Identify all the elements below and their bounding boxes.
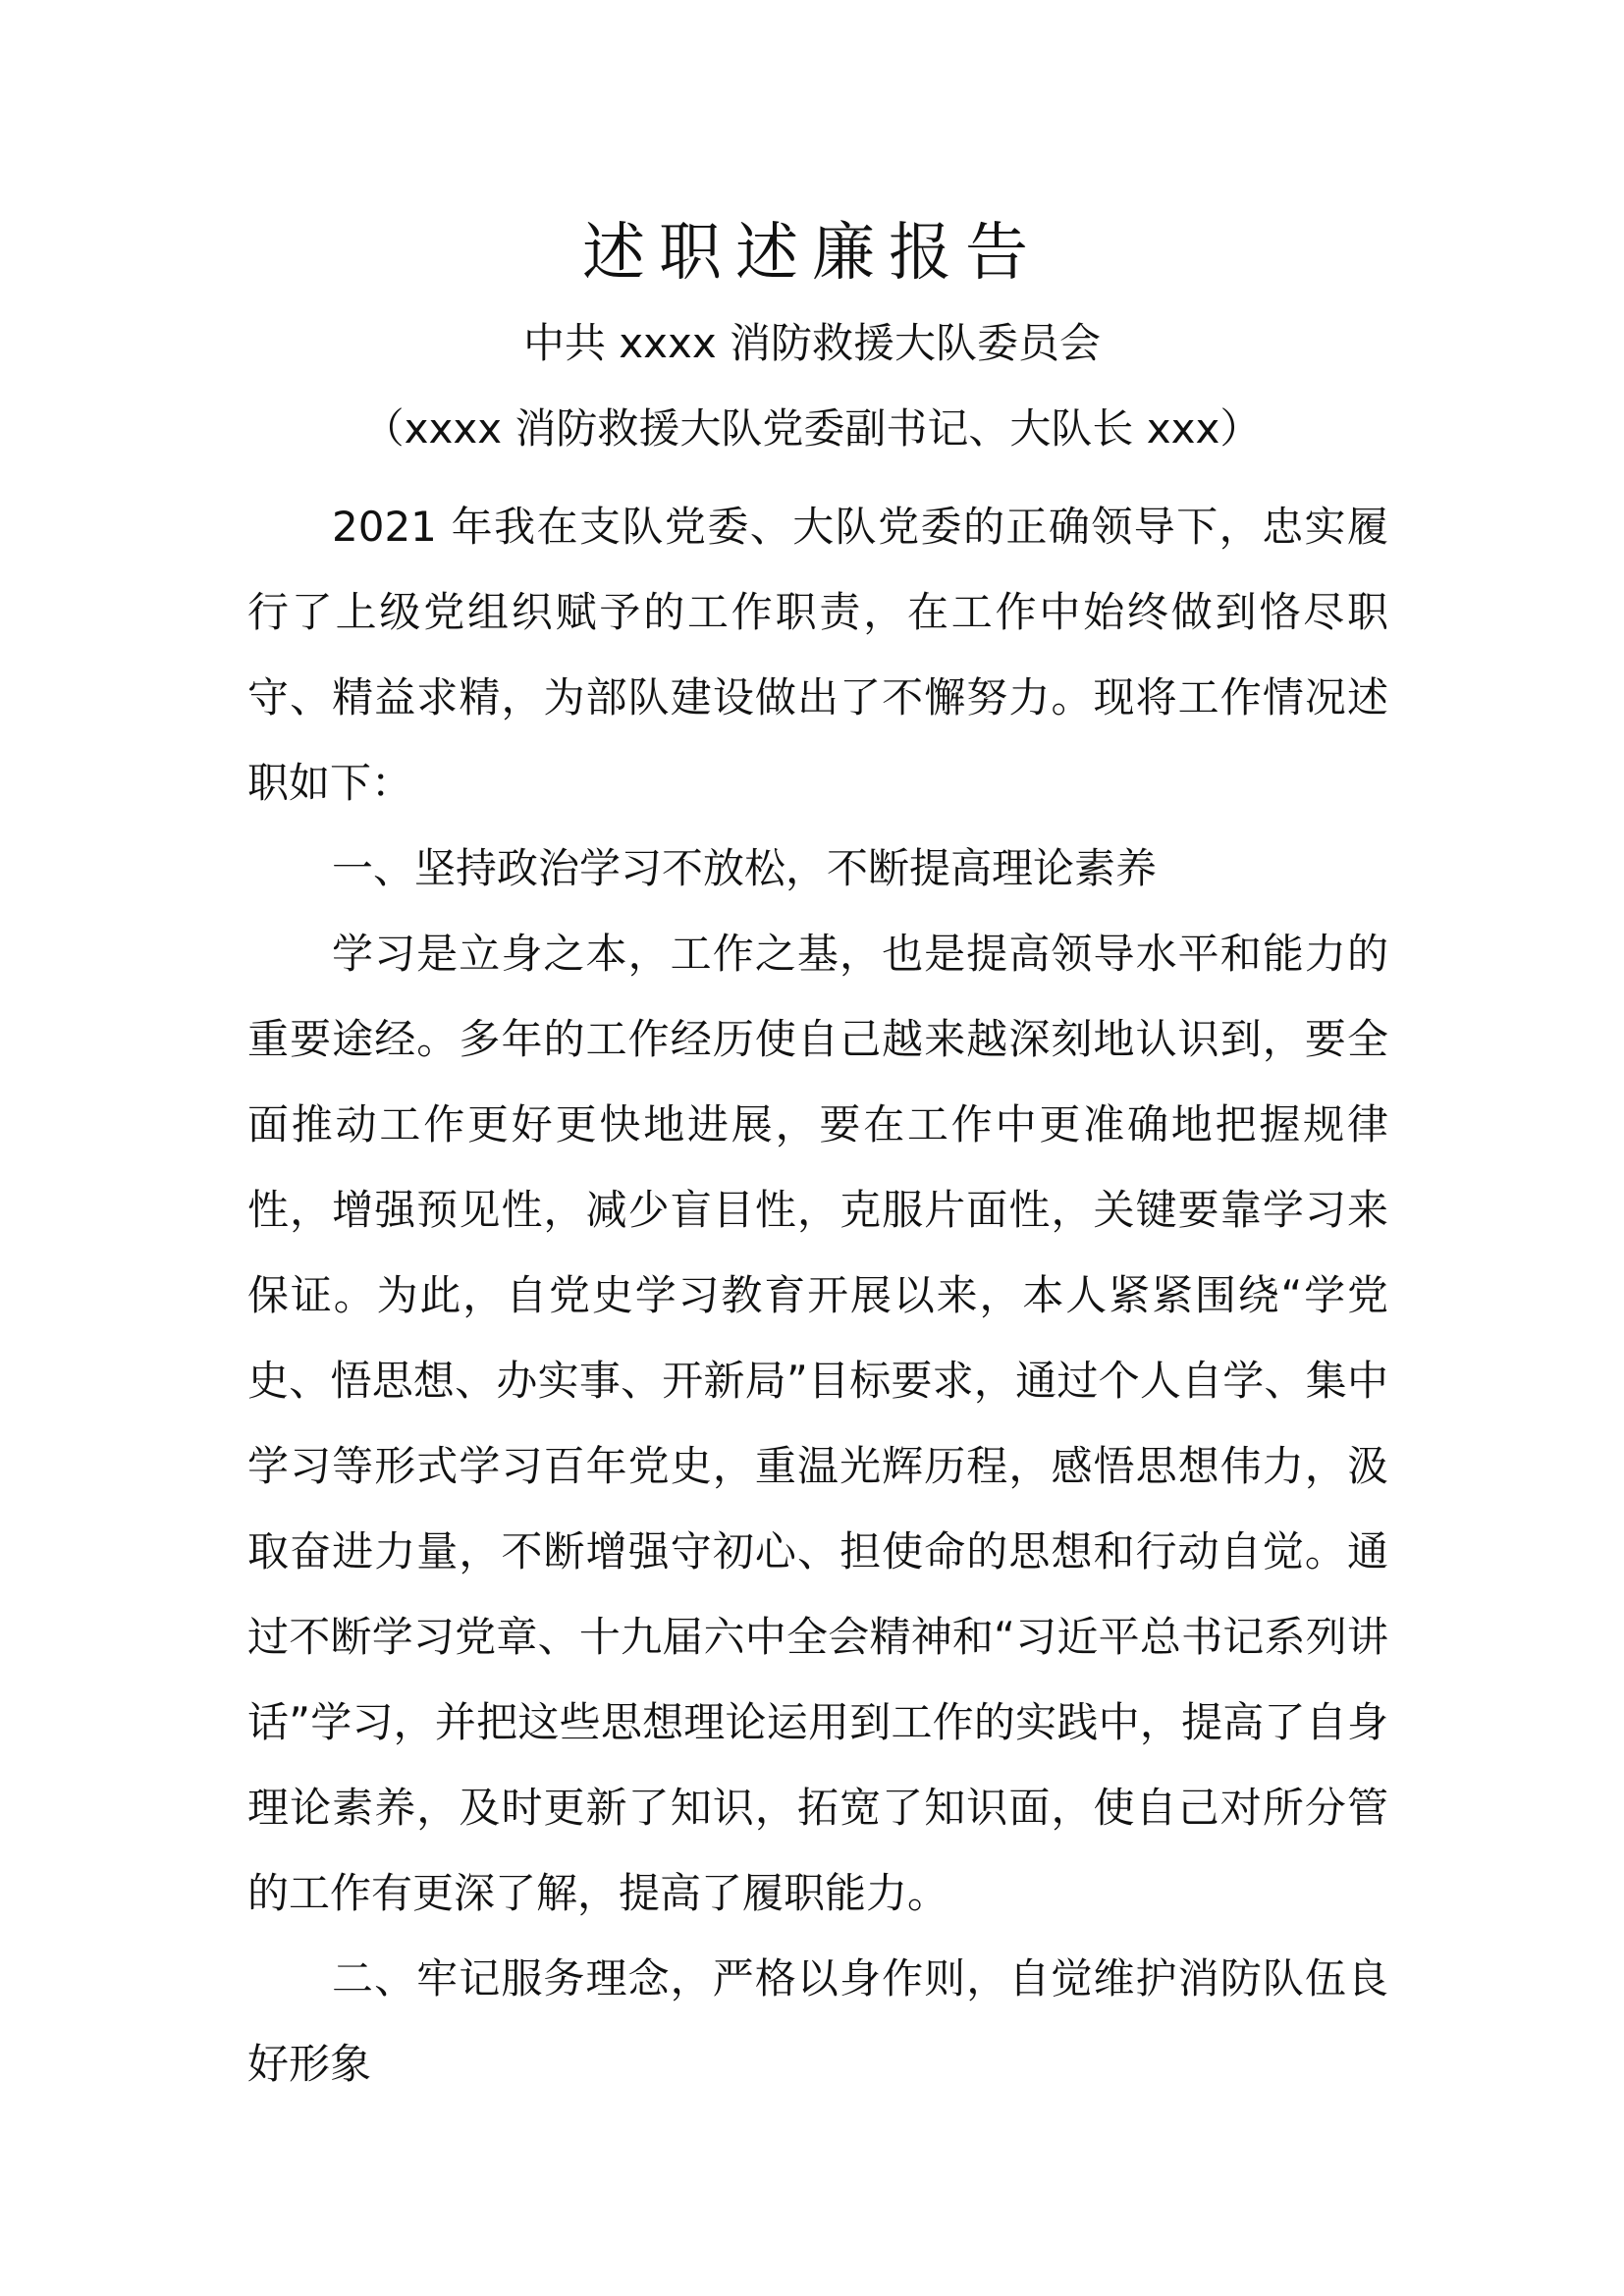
author-line: （xxxx 消防救援大队党委副书记、大队长 xxx） [362, 404, 1262, 453]
intro-paragraph: 2021 年我在支队党委、大队党委的正确领导下，忠实履行了上级党组织赋予的工作职责，在工作中始终做到恪尽职守、精益求精，为部队建设做出了不懈努力。现将工作情况述职如下： [247, 503, 1388, 807]
section-heading-1: 一、坚持政治学习不放松，不断提高理论素养 [332, 844, 1158, 892]
section-heading-2: 二、牢记服务理念，严格以身作则，自觉维护消防队伍良好形象 [247, 1954, 1388, 2088]
section-1-paragraph: 学习是立身之本，工作之基，也是提高领导水平和能力的重要途经。多年的工作经历使自己越来越深刻地认识到，要全面推动工作更好更快地进展，要在工作中更准确地把握规律性，增强预见性，减少盲目性，克服片面性，关键要靠学习来保证。为此，自党史学习教育开展以来，本人紧紧围绕“学党史、悟思想、办实事、开新局”目标要求，通过个人自学、集中学习等形式学习百年党史，重温光辉历程，感悟思想伟力，汲取奋进力量，不断增强守初心、担使命的思想和行动自觉。通过不断学习党章、十九届六中全会精神和“习近平总书记系列讲话”学习，并把这些思想理论运用到工作的实践中，提高了自身理论素养，及时更新了知识，拓宽了知识面，使自己对所分管的工作有更深了解，提高了履职能力。 [247, 930, 1388, 1917]
document-title: 述职述廉报告 [582, 217, 1042, 290]
document-subtitle: 中共 xxxx 消防救援大队委员会 [522, 319, 1102, 367]
document-body [247, 484, 1388, 2107]
